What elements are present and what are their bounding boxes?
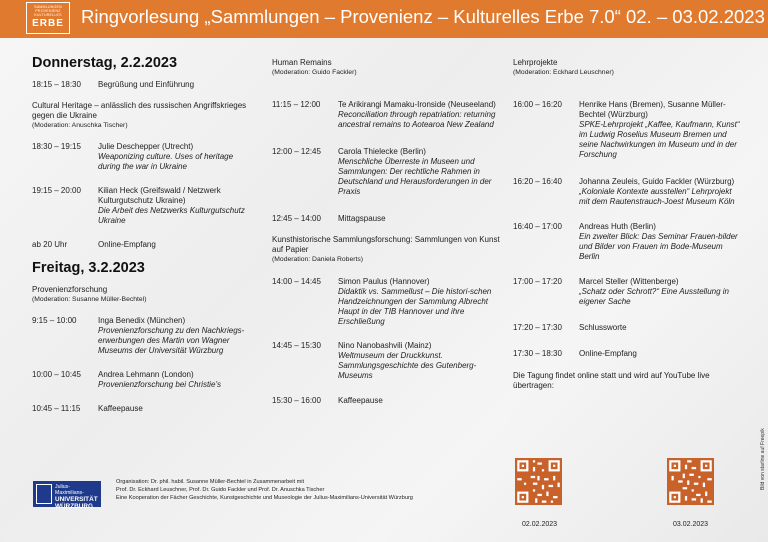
- schedule-item: [272, 396, 500, 406]
- time: 9:15 – 10:00: [32, 316, 77, 325]
- item-text: Mittagspause: [338, 214, 386, 223]
- qr-date-label: 03.02.2023: [673, 521, 709, 528]
- time: 17:30 – 18:30: [513, 349, 562, 358]
- qr-code-day2[interactable]: [667, 458, 714, 505]
- day-heading: Donnerstag, 2.2.2023: [32, 55, 178, 71]
- university-logo: [33, 481, 101, 510]
- schedule-item: [32, 370, 257, 390]
- section-title: Human Remains: [272, 58, 332, 67]
- speaker: Julie Deschepper (Utrecht): [98, 142, 194, 151]
- speaker: Nino Nanobashvili (Mainz): [338, 341, 432, 350]
- speaker: Kilian Heck (Greifswald / Netzwerk Kulturgutschutz Ukraine): [98, 186, 221, 205]
- logo-line: SAMMLUNGEN: [34, 5, 62, 9]
- time: 17:00 – 17:20: [513, 277, 562, 286]
- speaker: Henrike Hans (Bremen), Susanne Müller-Bechtel (Würzburg): [579, 100, 726, 119]
- time: 18:30 – 19:15: [32, 142, 81, 151]
- talk-title: Weltmuseum der Druckkunst. Sammlungsgeschichte des Gutenberg-Museums: [338, 351, 477, 380]
- talk-title: Die Arbeit des Netzwerks Kulturgutschutz Ukraine: [98, 206, 245, 225]
- livestream-note: Die Tagung findet online statt und wird auf YouTube live übertragen:: [513, 371, 710, 390]
- moderation: (Moderation: Guido Fackler): [272, 69, 357, 76]
- speaker: Andrea Lehmann (London): [98, 370, 194, 379]
- talk-title: Didaktik vs. Sammellust – Die histori-schen Handzeichnungen der Sammlung Albrecht Haupt in der TIB Hannover und ihre Erschließung: [338, 287, 492, 326]
- footer-line: Eine Kooperation der Fächer Geschichte, Kunstgeschichte und Museologie der Julius-Maximilians-Universität Würzburg: [116, 495, 413, 502]
- section-title: Lehrprojekte: [513, 58, 558, 67]
- speaker: Inga Benedix (München): [98, 316, 186, 325]
- speaker: Andreas Huth (Berlin): [579, 222, 656, 231]
- speaker: Marcel Steller (Wittenberge): [579, 277, 679, 286]
- qr-date-label: 02.02.2023: [522, 521, 558, 528]
- column-friday-afternoon: [513, 58, 741, 391]
- logo-small-text: Julius-Maximilians-: [55, 484, 84, 496]
- schedule-item: [32, 316, 257, 356]
- time: 12:00 – 12:45: [272, 147, 321, 156]
- moderation: (Moderation: Susanne Müller-Bechtel): [32, 296, 147, 303]
- time: 12:45 – 14:00: [272, 214, 321, 223]
- item-text: Schlussworte: [579, 323, 627, 332]
- time: 10:45 – 11:15: [32, 404, 81, 413]
- column-thursday-friday: [32, 54, 257, 414]
- time: 15:30 – 16:00: [272, 396, 321, 405]
- day-heading: Freitag, 3.2.2023: [32, 260, 145, 276]
- talk-title: Weaponizing culture. Uses of heritage during the war in Ukraine: [98, 152, 234, 171]
- schedule-item: [513, 277, 741, 307]
- moderation: (Moderation: Daniela Roberts): [272, 256, 364, 263]
- column-friday-midday: [272, 58, 500, 406]
- schedule-item: [513, 349, 741, 359]
- schedule-item: [272, 147, 500, 197]
- logo-word: ERBE: [32, 17, 64, 29]
- schedule-item: [513, 100, 741, 160]
- schedule-item: [272, 341, 500, 381]
- time: 16:20 – 16:40: [513, 177, 562, 186]
- schedule-item: [32, 404, 257, 414]
- time: ab 20 Uhr: [32, 240, 68, 249]
- schedule-item: [513, 323, 741, 333]
- logo-line: KULTURELLES: [34, 13, 62, 18]
- talk-title: Reconciliation through repatriation: returning ancestral remains to Aotearoa New Zealand: [338, 110, 496, 129]
- talk-title: Menschliche Überreste in Museen und Sammlungen: Der rechtliche Rahmen in Deutschland und Herausforderungen in der Praxis: [338, 157, 492, 196]
- schedule-item: [272, 214, 500, 224]
- schedule-item: [513, 222, 741, 262]
- event-logo: [26, 2, 70, 34]
- item-text: Online-Empfang: [98, 240, 156, 249]
- time: 10:00 – 10:45: [32, 370, 81, 379]
- talk-title: SPKE-Lehrprojekt „Kaffee, Kaufmann, Kunst“ im Ludwig Roselius Museum Bremen und seine Nachwirkungen im Museum und in der Forschung: [579, 120, 740, 159]
- item-text: Begrüßung und Einführung: [98, 80, 195, 89]
- schedule-item: [32, 80, 257, 90]
- talk-title: Provenienzforschung zu den Nachkriegs-erwerbungen des Martin von Wagner Museums der Universität Würzburg: [98, 326, 245, 355]
- header-bar: [0, 0, 768, 38]
- speaker: Te Arikirangi Mamaku-Ironside (Neuseeland): [338, 100, 496, 109]
- time: 16:00 – 16:20: [513, 100, 562, 109]
- schedule-item: [32, 240, 257, 250]
- schedule-item: [32, 142, 257, 172]
- schedule-item: [272, 100, 500, 130]
- university-crest-icon: [36, 484, 52, 504]
- page-title: Ringvorlesung „Sammlungen – Provenienz – Kulturelles Erbe 7.0“ 02. – 03.02.2023: [81, 6, 765, 27]
- item-text: Online-Empfang: [579, 349, 637, 358]
- footer-text: [116, 478, 516, 503]
- moderation: (Moderation: Anuschka Tischer): [32, 122, 128, 129]
- speaker: Carola Thielecke (Berlin): [338, 147, 426, 156]
- schedule-item: [513, 177, 741, 207]
- schedule-item: [272, 277, 500, 327]
- logo-text: UNIVERSITÄT: [55, 496, 98, 503]
- speaker: Simon Paulus (Hannover): [338, 277, 430, 286]
- time: 14:45 – 15:30: [272, 341, 321, 350]
- item-text: Kaffeepause: [98, 404, 143, 413]
- time: 19:15 – 20:00: [32, 186, 81, 195]
- item-text: Kaffeepause: [338, 396, 383, 405]
- section-title: Kunsthistorische Sammlungsforschung: Sammlungen von Kunst auf Papier: [272, 235, 500, 254]
- qr-code-day1[interactable]: [515, 458, 562, 505]
- schedule-item: [32, 186, 257, 226]
- logo-text: WÜRZBURG: [55, 503, 93, 510]
- time: 11:15 – 12:00: [272, 100, 321, 109]
- image-credit: Bild von starline auf Freepik: [760, 428, 766, 490]
- section-title: Provenienzforschung: [32, 285, 108, 294]
- moderation: (Moderation: Eckhard Leuschner): [513, 69, 614, 76]
- time: 16:40 – 17:00: [513, 222, 562, 231]
- footer-line: Organisation: Dr. phil. habil. Susanne Müller-Bechtel in Zusammenarbeit mit: [116, 479, 305, 485]
- talk-title: Provenienzforschung bei Christie’s: [98, 380, 222, 389]
- talk-title: Ein zweiter Blick: Das Seminar Frauen-bilder und Bilder von Frauen im Bode-Museum Berlin: [579, 232, 738, 261]
- time: 18:15 – 18:30: [32, 80, 81, 89]
- speaker: Johanna Zeuleis, Guido Fackler (Würzburg): [579, 177, 735, 186]
- logo-line: PROVENIENZ: [35, 9, 61, 14]
- talk-title: „Schatz oder Schrott?“ Eine Ausstellung in eigener Sache: [579, 287, 730, 306]
- footer-line: Prof. Dr. Eckhard Leuschner, Prof. Dr. Guido Fackler und Prof. Dr. Anuschka Tischer: [116, 487, 325, 494]
- time: 14:00 – 14:45: [272, 277, 321, 286]
- section-title: Cultural Heritage – anlässlich des russischen Angriffskrieges gegen die Ukraine: [32, 101, 247, 120]
- talk-title: „Koloniale Kontexte ausstellen“ Lehrprojekt mit dem Rautenstrauch-Joest Museum Köln: [579, 187, 735, 206]
- time: 17:20 – 17:30: [513, 323, 562, 332]
